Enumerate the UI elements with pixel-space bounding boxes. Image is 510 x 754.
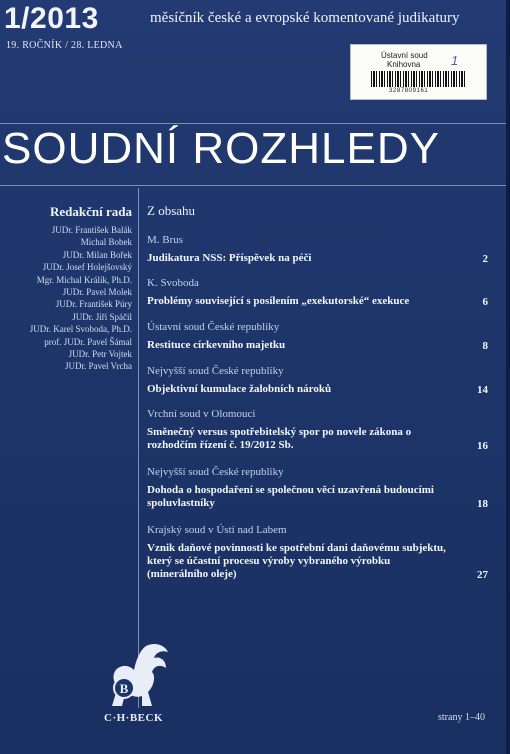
board-member: prof. JUDr. Pavel Šámal <box>44 336 132 347</box>
stamp-line-2: Knihovna <box>387 60 421 69</box>
entry-title: Restituce církevního majetku <box>147 339 286 351</box>
entry-page: 16 <box>477 440 488 452</box>
board-member-list <box>30 224 132 373</box>
entry-author: Krajský soud v Ústí nad Labem <box>147 524 287 536</box>
entry-page: 6 <box>482 296 488 308</box>
board-member: JUDr. Karel Svoboda, Ph.D. <box>29 324 132 335</box>
stamp-handwritten-number: 1 <box>451 53 459 68</box>
entry-author: Nejvyšší soud České republiky <box>147 365 284 377</box>
contents-entry <box>147 320 492 352</box>
board-member: JUDr. Jiří Spáčil <box>72 311 132 322</box>
page-range: strany 1–40 <box>438 712 485 723</box>
entry-author: M. Brus <box>147 234 184 246</box>
board-member: JUDr. Josef Holejšovský <box>42 262 132 273</box>
divider-bottom <box>0 185 510 186</box>
entry-title: Vznik daňové povinnosti ke spotřební dani daňovému subjektu, který se účastní procesu výroby vybraného výrobku (minerálního oleje) <box>147 542 446 580</box>
barcode-number: 3287809161 <box>389 88 429 94</box>
contents-heading: Z obsahu <box>147 203 196 218</box>
tagline: měsíčník české a evropské komentované judikatury <box>150 10 460 26</box>
barcode-icon <box>371 71 467 87</box>
contents-entry <box>147 407 492 452</box>
contents-entry <box>147 276 492 308</box>
issue-number: 1/2013 <box>4 2 99 35</box>
volume-date: 19. ROČNÍK / 28. LEDNA <box>6 40 123 51</box>
entry-title: Směnečný versus spotřebitelský spor po novele zákona o rozhodčím řízení č. 19/2012 Sb. <box>147 426 412 451</box>
board-member: Mgr. Michal Králík, Ph.D. <box>36 274 132 285</box>
entry-title: Dohoda o hospodaření se společnou věcí uzavřená budoucími spoluvlastníky <box>147 484 434 509</box>
contents-entry <box>147 364 492 396</box>
entry-title: Judikatura NSS: Příspěvek na péči <box>147 252 312 264</box>
library-stamp <box>350 44 487 100</box>
entry-page: 8 <box>482 340 488 352</box>
magazine-title: SOUDNÍ ROZHLEDY <box>2 124 440 173</box>
contents-entry <box>147 465 492 510</box>
board-member: JUDr. Pavel Vrcha <box>64 361 132 372</box>
board-member: JUDr. Pavel Molek <box>62 287 132 298</box>
entry-page: 14 <box>477 384 488 396</box>
board-member: JUDr. František Balák <box>51 225 132 235</box>
entry-page: 2 <box>482 253 488 265</box>
spine-edge <box>506 0 510 754</box>
entry-author: Nejvyšší soud České republiky <box>147 466 284 478</box>
entry-page: 27 <box>477 569 488 581</box>
column-divider <box>138 188 139 708</box>
board-member: Michal Bobek <box>80 237 132 248</box>
entry-page: 18 <box>477 498 488 510</box>
board-member: JUDr. František Púry <box>55 299 132 310</box>
stamp-line-1: Ústavní soud <box>381 51 428 60</box>
entry-title: Objektivní kumulace žalobních nároků <box>147 383 332 395</box>
entry-author: Vrchní soud v Olomouci <box>147 408 256 420</box>
entry-author: Ústavní soud České republiky <box>147 321 280 333</box>
contents-entry <box>147 233 492 265</box>
entry-title: Problémy související s posílením „exekutorské“ exekuce <box>147 295 410 307</box>
publisher-name: C·H·BECK <box>104 712 164 724</box>
entry-author: K. Svoboda <box>147 277 199 289</box>
board-heading: Redakční rada <box>50 204 132 219</box>
board-member: JUDr. Milan Bořek <box>62 249 132 260</box>
contents-entry <box>147 523 492 581</box>
board-member: JUDr. Petr Vojtek <box>68 349 132 360</box>
logo-letter: B <box>119 681 129 696</box>
